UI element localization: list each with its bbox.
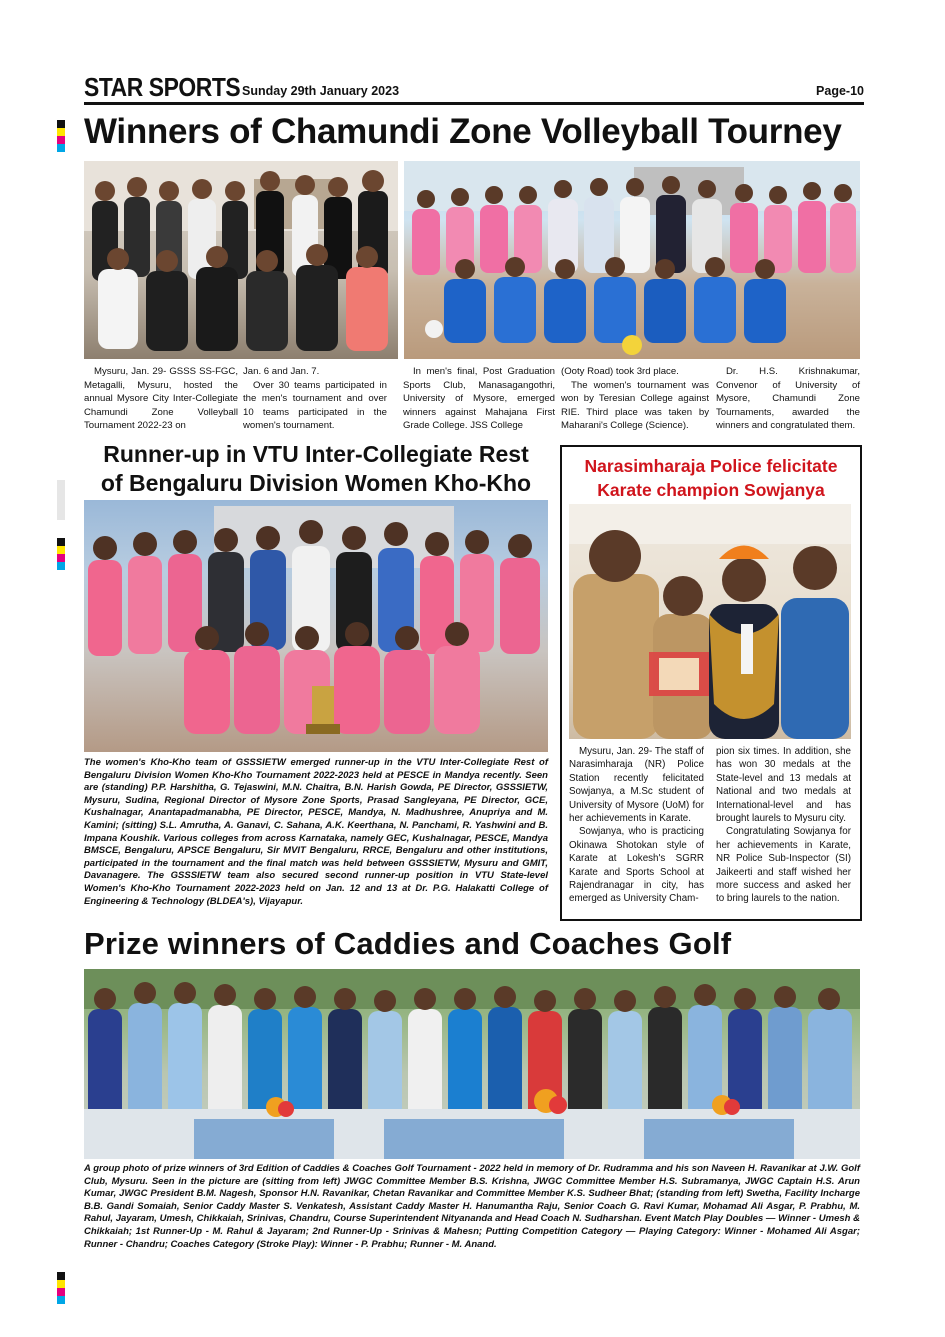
- women-volleyball-team-photo: [404, 161, 860, 359]
- volleyball-column-1: [84, 365, 238, 433]
- volleyball-column-5: [716, 365, 860, 433]
- khokho-team-illustration: [84, 500, 548, 752]
- men-volleyball-team-photo: [84, 161, 398, 359]
- volleyball-paragraph: Over 30 teams participated in the men's tournament and over 10 teams participated in the women's tournament.: [243, 379, 387, 432]
- golf-group-illustration: [84, 969, 860, 1159]
- karate-story-box: [560, 445, 862, 921]
- volleyball-paragraph: The women's tournament was won by Teresian College against RIE. Third place was taken by Maharani's College (Science).: [561, 379, 709, 432]
- masthead-date: Sunday 29th January 2023: [242, 84, 400, 98]
- page-number: Page-10: [816, 84, 864, 98]
- gray-bar: [57, 480, 65, 520]
- masthead: [84, 70, 864, 105]
- karate-headline: [562, 454, 860, 502]
- volleyball-column-4: [561, 365, 709, 433]
- karate-column-1: [569, 745, 704, 906]
- registration-marks-middle: [57, 538, 65, 570]
- karate-paragraph: Mysuru, Jan. 29- The staff of Narasimharaja (NR) Police Station recently felicitated Sowjanya, a M.Sc student of University of Mysore (UoM) for her achievements in Karate.: [569, 746, 704, 825]
- volleyball-paragraph: (Ooty Road) took 3rd place.: [561, 366, 679, 377]
- karate-paragraph: Congratulating Sowjanya for her achievements in Karate, NR Police Sub-Inspector (SI) Jaikeerti and staff wished her more success and asked her to bring laurels to the nation.: [716, 826, 851, 905]
- karate-paragraph: Sowjanya, who is practicing Okinawa Shotokan style of Karate at Lokesh's SGRR Karate and Sports School at Rajendranagar in city, has emerged as University Cham-: [569, 826, 704, 905]
- karate-illustration: [569, 504, 851, 739]
- golf-caption: A group photo of prize winners of 3rd Edition of Caddies & Coaches Golf Tournament - 2022 held in memory of Dr. Rudramma and his son Naveen H. Ravanikar at J.W. Golf Club, Mysuru. Seen in the picture are (sitting from left) JWGC Committee Member B.S. Krishna, JWGC Committee Member H.S. Subramanya, JWGC Captain H.S. Arun Kumar, JWGC President B.M. Nagesh, Sponsor H.N. Ravanikar, Chetan Ravanikar and Committee Member K.S. Sudheer Bhat; (standing from left) Swetha, Facility Incharge B.B. Gandi Somaiah, Senior Caddy Master S. Venkatesh, Assistant Caddy Master H. Hanumantha Raju, Senior Coach G. Ravi Kumar, Mohamad Ali Asgar, P. Prabhu, M. Rahul, Jayaram, Umesh, Chikkaiah, Srinivas, Chandru, Course Superintendent Nityananda and Head Coach N. Sudharshan. Event Match Play Doubles — Winner - Umesh & Chikkaiah; 1st Runner-Up - M. Rahul & Jayaram; 2nd Runner-Up - Srinivas & Mahesn; Putting Competition Category — Playing Category: Winner - Mohamed Ali Asgar; Runner - Chandru; Coaches Category (Stroke Play): Winner - P. Prabhu; Runner - M. Anand.: [84, 1163, 860, 1250]
- golf-prize-winners-photo: [84, 969, 860, 1159]
- masthead-brand: STAR SPORTS: [84, 72, 241, 102]
- volleyball-column-2: [243, 365, 387, 433]
- khokho-headline: [84, 440, 548, 498]
- khokho-team-photo: [84, 500, 548, 752]
- volleyball-paragraph: Dr. H.S. Krishnakumar, Convenor of University of Mysore, Chamundi Zone Tournaments, awarded the winners and congratulated them.: [716, 366, 860, 432]
- men-team-illustration: [84, 161, 398, 359]
- khokho-headline-line1: Runner-up in VTU Inter-Collegiate Rest: [103, 441, 529, 467]
- registration-marks-bottom: [57, 1272, 65, 1304]
- karate-felicitation-photo: [569, 504, 851, 739]
- khokho-caption: The women's Kho-Kho team of GSSSIETW emerged runner-up in the VTU Inter-Collegiate Rest of Bengaluru Division Women Kho-Kho Tournament 2022-2023 held at PESCE in Mandya recently. Seen are (standing) P.P. Harshitha, G. Tejaswini, M.N. Chaitra, B.N. Harish Gowda, PE Director, GSSSIETW, Mysuru, Sudina, Regional Director of Mysore Zone Sports, Prasad Sangleyana, PE Director, GCE, Kushalnagar, Anantapadmanabha, PE Director, PESCE, Mandya, N. Madhushree, Anupriya and M. Kamini; (sitting) S.L. Amrutha, A. Ganavi, C. Sahana, A.K. Keerthana, N. Panchami, R. Yashwini and B. Impana Koushik. Various colleges from across Karnataka, namely GEC, Kushalnagar, PESCE, Mandya BMSCE, Bengaluru, APSCE Bengaluru, Sir MVIT Bengaluru, RRCE, Bengaluru and other institutions, participated in the tournament and the final match was held between GSSSIETW, Mysuru and GMIT, Davanagere. The GSSSIETW team also secured second runner-up position in VTU State-level Women's Kho-Kho Tournament 2022-2023 held on Jan. 12 and 13 at Dr. P.G. Halakatti College of Engineering & Technology (BLDEA's), Vijayapur.: [84, 757, 548, 907]
- karate-column-2: [716, 745, 851, 906]
- women-team-illustration: [404, 161, 860, 359]
- volleyball-headline: Winners of Chamundi Zone Volleyball Tourney: [84, 112, 842, 151]
- volleyball-paragraph: In men's final, Post Graduation Sports Club, Manasagangothri, University of Mysore, emerged winners against Mahajana First Grade College. JSS College: [403, 366, 555, 432]
- karate-headline-line2: Karate champion Sowjanya: [597, 480, 825, 500]
- volleyball-paragraph: Mysuru, Jan. 29- GSSS SS-FGC, Metagalli, Mysuru, hosted the annual Mysore City Inter-Collegiate Chamundi Zone Volleyball Tournament 2022-23 on: [84, 366, 238, 432]
- karate-paragraph: pion six times. In addition, she has won 30 medals at the State-level and 13 medals at National and two medals at International-level and has brought laurels to Mysuru city.: [716, 746, 851, 825]
- registration-marks-top: [57, 120, 65, 152]
- volleyball-column-3: [403, 365, 555, 433]
- golf-headline: Prize winners of Caddies and Coaches Golf: [84, 926, 732, 961]
- khokho-headline-line2: of Bengaluru Division Women Kho-Kho: [100, 470, 532, 496]
- karate-headline-line1: Narasimharaja Police felicitate: [584, 456, 838, 476]
- volleyball-paragraph: Jan. 6 and Jan. 7.: [243, 366, 320, 377]
